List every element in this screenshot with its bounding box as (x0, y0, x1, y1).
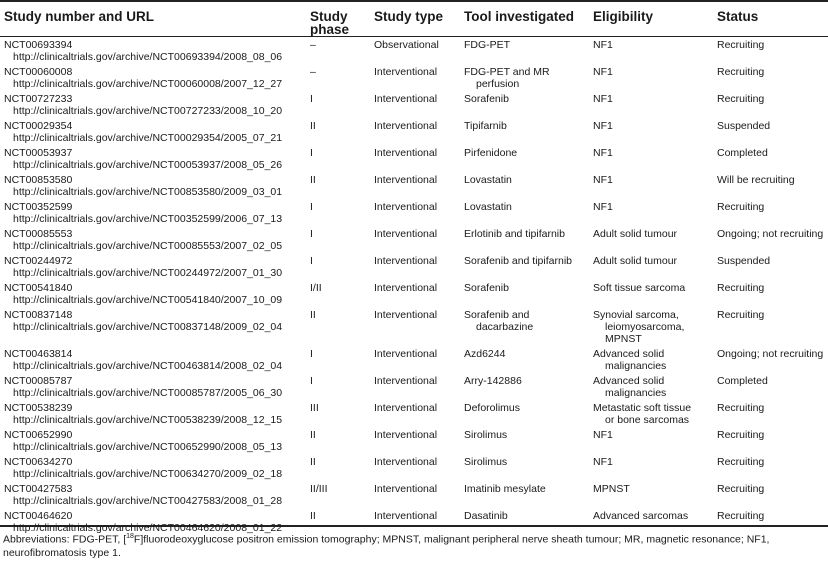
cell-eligibility (589, 480, 713, 507)
study-url: http://clinicaltrials.gov/archive/NCT00837148/2009_02_04 (13, 321, 283, 333)
eligibility-line: NF1 (593, 147, 613, 159)
cell-eligibility (589, 306, 713, 345)
table-row (0, 372, 828, 399)
cell-eligibility (589, 171, 713, 198)
cell-status: Recruiting (717, 39, 765, 51)
study-url: http://clinicaltrials.gov/archive/NCT00538239/2008_12_15 (13, 414, 283, 426)
cell-type: Interventional (374, 510, 438, 522)
cell-phase: I (310, 147, 313, 159)
cell-eligibility (589, 117, 713, 144)
tool-line: Tipifarnib (464, 120, 507, 132)
study-url: http://clinicaltrials.gov/archive/NCT00053937/2008_05_26 (13, 159, 283, 171)
tool-line: Pirfenidone (464, 147, 518, 159)
table-row (0, 306, 828, 345)
study-id: NCT00352599 (4, 201, 73, 213)
table-row (0, 117, 828, 144)
cell-status: Recruiting (717, 402, 765, 414)
clinical-trials-table (0, 2, 828, 534)
cell-type: Interventional (374, 402, 438, 414)
cell-tool (460, 345, 589, 372)
study-url: http://clinicaltrials.gov/archive/NCT00352599/2006_07_13 (13, 213, 283, 225)
cell-study (0, 117, 306, 144)
cell-type: Interventional (374, 174, 438, 186)
cell-status: Recruiting (717, 201, 765, 213)
table-row (0, 453, 828, 480)
eligibility-line: Soft tissue sarcoma (593, 282, 686, 294)
cell-type: Interventional (374, 255, 438, 267)
study-url: http://clinicaltrials.gov/archive/NCT00541840/2007_10_09 (13, 294, 283, 306)
eligibility-line: NF1 (593, 120, 613, 132)
cell-phase: II (310, 120, 316, 132)
study-id: NCT00853580 (4, 174, 73, 186)
eligibility-line: Metastatic soft tissue (593, 402, 692, 414)
cell-study (0, 345, 306, 372)
table-row (0, 225, 828, 252)
study-id: NCT00085787 (4, 375, 73, 387)
table-row (0, 279, 828, 306)
study-id: NCT00244972 (4, 255, 73, 267)
cell-phase: II (310, 174, 316, 186)
cell-status: Ongoing; not recruiting (717, 348, 824, 360)
eligibility-line: NF1 (593, 93, 613, 105)
eligibility-line: malignancies (605, 360, 667, 372)
cell-study (0, 399, 306, 426)
cell-tool (460, 63, 589, 90)
tool-line: Lovastatin (464, 174, 512, 186)
cell-tool (460, 171, 589, 198)
study-url: http://clinicaltrials.gov/archive/NCT00244972/2007_01_30 (13, 267, 283, 279)
eligibility-line: Advanced solid (593, 375, 665, 387)
cell-tool (460, 279, 589, 306)
eligibility-line: Advanced sarcomas (593, 510, 689, 522)
tool-line: FDG-PET (464, 39, 511, 51)
cell-type: Observational (374, 39, 439, 51)
tool-line: perfusion (476, 78, 520, 90)
eligibility-line: NF1 (593, 174, 613, 186)
eligibility-line: NF1 (593, 429, 613, 441)
cell-eligibility (589, 345, 713, 372)
tool-line: Arry-142886 (464, 375, 522, 387)
cell-study (0, 453, 306, 480)
cell-status: Completed (717, 375, 768, 387)
eligibility-line: NF1 (593, 66, 613, 78)
cell-status: Recruiting (717, 282, 765, 294)
cell-phase: II/III (310, 483, 328, 495)
tool-line: Azd6244 (464, 348, 506, 360)
table-row (0, 252, 828, 279)
study-id: NCT00727233 (4, 93, 73, 105)
study-id: NCT00464620 (4, 510, 73, 522)
cell-type: Interventional (374, 282, 438, 294)
cell-type: Interventional (374, 309, 438, 321)
study-id: NCT00427583 (4, 483, 73, 495)
table-row (0, 144, 828, 171)
tool-line: Sirolimus (464, 456, 508, 468)
cell-eligibility (589, 90, 713, 117)
study-url: http://clinicaltrials.gov/archive/NCT00853580/2009_03_01 (13, 186, 283, 198)
header-study: Study number and URL (4, 9, 155, 24)
eligibility-line: NF1 (593, 39, 613, 51)
cell-eligibility (589, 225, 713, 252)
table-row (0, 198, 828, 225)
cell-status: Recruiting (717, 483, 765, 495)
cell-status: Recruiting (717, 66, 765, 78)
cell-type: Interventional (374, 201, 438, 213)
tool-line: Lovastatin (464, 201, 512, 213)
footnote-rest: F]fluorodeoxyglucose positron emission tomography; MPNST, malignant peripheral nerve sheath tumour; MR, magnetic resonance; NF1, neurofibromatosis type 1. (3, 533, 770, 559)
eligibility-line: Advanced solid (593, 348, 665, 360)
study-url: http://clinicaltrials.gov/archive/NCT00652990/2008_05_13 (13, 441, 283, 453)
cell-type: Interventional (374, 375, 438, 387)
eligibility-line: NF1 (593, 201, 613, 213)
study-id: NCT00085553 (4, 228, 73, 240)
table-row (0, 36, 828, 63)
cell-phase: I (310, 228, 313, 240)
cell-eligibility (589, 426, 713, 453)
cell-tool (460, 426, 589, 453)
cell-status: Recruiting (717, 456, 765, 468)
eligibility-line: leiomyosarcoma, (605, 321, 685, 333)
header-status: Status (717, 9, 759, 24)
cell-tool (460, 372, 589, 399)
cell-phase: I (310, 255, 313, 267)
footnote-superscript: 18 (126, 533, 134, 540)
study-id: NCT00029354 (4, 120, 73, 132)
study-url: http://clinicaltrials.gov/archive/NCT00634270/2009_02_18 (13, 468, 283, 480)
cell-tool (460, 225, 589, 252)
cell-phase: II (310, 309, 316, 321)
header-phase-line1: Study (310, 9, 348, 24)
eligibility-line: malignancies (605, 387, 667, 399)
cell-status: Will be recruiting (717, 174, 795, 186)
cell-study (0, 144, 306, 171)
study-url: http://clinicaltrials.gov/archive/NCT00427583/2008_01_28 (13, 495, 283, 507)
study-id: NCT00634270 (4, 456, 73, 468)
header-eligibility: Eligibility (593, 9, 654, 24)
table-row (0, 171, 828, 198)
study-id: NCT00053937 (4, 147, 73, 159)
cell-eligibility (589, 453, 713, 480)
tool-line: Deforolimus (464, 402, 521, 414)
table-row (0, 90, 828, 117)
study-id: NCT00463814 (4, 348, 73, 360)
header-row (0, 2, 828, 36)
cell-phase: I/II (310, 282, 322, 294)
cell-study (0, 225, 306, 252)
cell-eligibility (589, 252, 713, 279)
tool-line: Sorafenib (464, 93, 509, 105)
eligibility-line: NF1 (593, 456, 613, 468)
cell-tool (460, 453, 589, 480)
header-phase-line2: phase (310, 22, 350, 37)
cell-study (0, 480, 306, 507)
tool-line: Imatinib mesylate (464, 483, 546, 495)
tool-line: Sorafenib and (464, 309, 530, 321)
study-id: NCT00652990 (4, 429, 73, 441)
cell-eligibility (589, 279, 713, 306)
cell-phase: II (310, 429, 316, 441)
cell-tool (460, 90, 589, 117)
study-url: http://clinicaltrials.gov/archive/NCT00727233/2008_10_20 (13, 105, 283, 117)
cell-study (0, 306, 306, 345)
cell-type: Interventional (374, 120, 438, 132)
eligibility-line: Adult solid tumour (593, 255, 678, 267)
cell-tool (460, 144, 589, 171)
table-row (0, 399, 828, 426)
table-row (0, 480, 828, 507)
cell-status: Recruiting (717, 309, 765, 321)
cell-type: Interventional (374, 348, 438, 360)
eligibility-line: Synovial sarcoma, (593, 309, 679, 321)
cell-eligibility (589, 399, 713, 426)
study-url: http://clinicaltrials.gov/archive/NCT00693394/2008_08_06 (13, 51, 283, 63)
cell-tool (460, 36, 589, 63)
cell-status: Recruiting (717, 93, 765, 105)
cell-phase: I (310, 201, 313, 213)
study-id: NCT00538239 (4, 402, 73, 414)
cell-phase: – (310, 39, 316, 51)
table-row (0, 63, 828, 90)
header-type: Study type (374, 9, 444, 24)
cell-status: Ongoing; not recruiting (717, 228, 824, 240)
cell-status: Recruiting (717, 429, 765, 441)
tool-line: Sirolimus (464, 429, 508, 441)
table-body (0, 36, 828, 534)
cell-eligibility (589, 36, 713, 63)
cell-type: Interventional (374, 456, 438, 468)
cell-eligibility (589, 372, 713, 399)
cell-status: Suspended (717, 255, 771, 267)
cell-type: Interventional (374, 429, 438, 441)
study-url: http://clinicaltrials.gov/archive/NCT00463814/2008_02_04 (13, 360, 283, 372)
cell-phase: I (310, 375, 313, 387)
cell-phase: II (310, 510, 316, 522)
cell-study (0, 36, 306, 63)
cell-eligibility (589, 63, 713, 90)
tool-line: Sorafenib (464, 282, 509, 294)
cell-eligibility (589, 198, 713, 225)
cell-tool (460, 480, 589, 507)
study-id: NCT00693394 (4, 39, 73, 51)
header-tool: Tool investigated (464, 9, 575, 24)
cell-tool (460, 198, 589, 225)
cell-type: Interventional (374, 228, 438, 240)
study-id: NCT00541840 (4, 282, 73, 294)
cell-status: Suspended (717, 120, 771, 132)
cell-eligibility (589, 144, 713, 171)
study-id: NCT00837148 (4, 309, 73, 321)
eligibility-line: MPNST (605, 333, 642, 345)
cell-phase: II (310, 456, 316, 468)
study-id: NCT00060008 (4, 66, 73, 78)
eligibility-line: MPNST (593, 483, 630, 495)
tool-line: dacarbazine (476, 321, 534, 333)
cell-tool (460, 306, 589, 345)
cell-study (0, 279, 306, 306)
table-row (0, 426, 828, 453)
cell-study (0, 372, 306, 399)
cell-type: Interventional (374, 66, 438, 78)
cell-study (0, 171, 306, 198)
table-row (0, 345, 828, 372)
tool-line: Erlotinib and tipifarnib (464, 228, 565, 240)
cell-tool (460, 117, 589, 144)
study-url: http://clinicaltrials.gov/archive/NCT00464620/2008_01_22 (13, 522, 283, 534)
tool-line: Dasatinib (464, 510, 508, 522)
cell-phase: I (310, 93, 313, 105)
cell-tool (460, 399, 589, 426)
cell-study (0, 63, 306, 90)
cell-type: Interventional (374, 483, 438, 495)
footnote-prefix: Abbreviations: FDG-PET, [ (3, 533, 127, 546)
header-phase (306, 2, 370, 36)
tool-line: Sorafenib and tipifarnib (464, 255, 572, 267)
cell-study (0, 426, 306, 453)
study-url: http://clinicaltrials.gov/archive/NCT00029354/2005_07_21 (13, 132, 283, 144)
eligibility-line: or bone sarcomas (605, 414, 690, 426)
footnote (3, 530, 823, 560)
cell-type: Interventional (374, 147, 438, 159)
study-url: http://clinicaltrials.gov/archive/NCT00060008/2007_12_27 (13, 78, 283, 90)
cell-tool (460, 252, 589, 279)
study-url: http://clinicaltrials.gov/archive/NCT00085787/2005_06_30 (13, 387, 283, 399)
cell-status: Completed (717, 147, 768, 159)
study-url: http://clinicaltrials.gov/archive/NCT00085553/2007_02_05 (13, 240, 283, 252)
cell-status: Recruiting (717, 510, 765, 522)
cell-study (0, 90, 306, 117)
cell-study (0, 198, 306, 225)
tool-line: FDG-PET and MR (464, 66, 550, 78)
cell-phase: III (310, 402, 319, 414)
cell-phase: I (310, 348, 313, 360)
cell-study (0, 252, 306, 279)
eligibility-line: Adult solid tumour (593, 228, 678, 240)
cell-type: Interventional (374, 93, 438, 105)
cell-phase: – (310, 66, 316, 78)
